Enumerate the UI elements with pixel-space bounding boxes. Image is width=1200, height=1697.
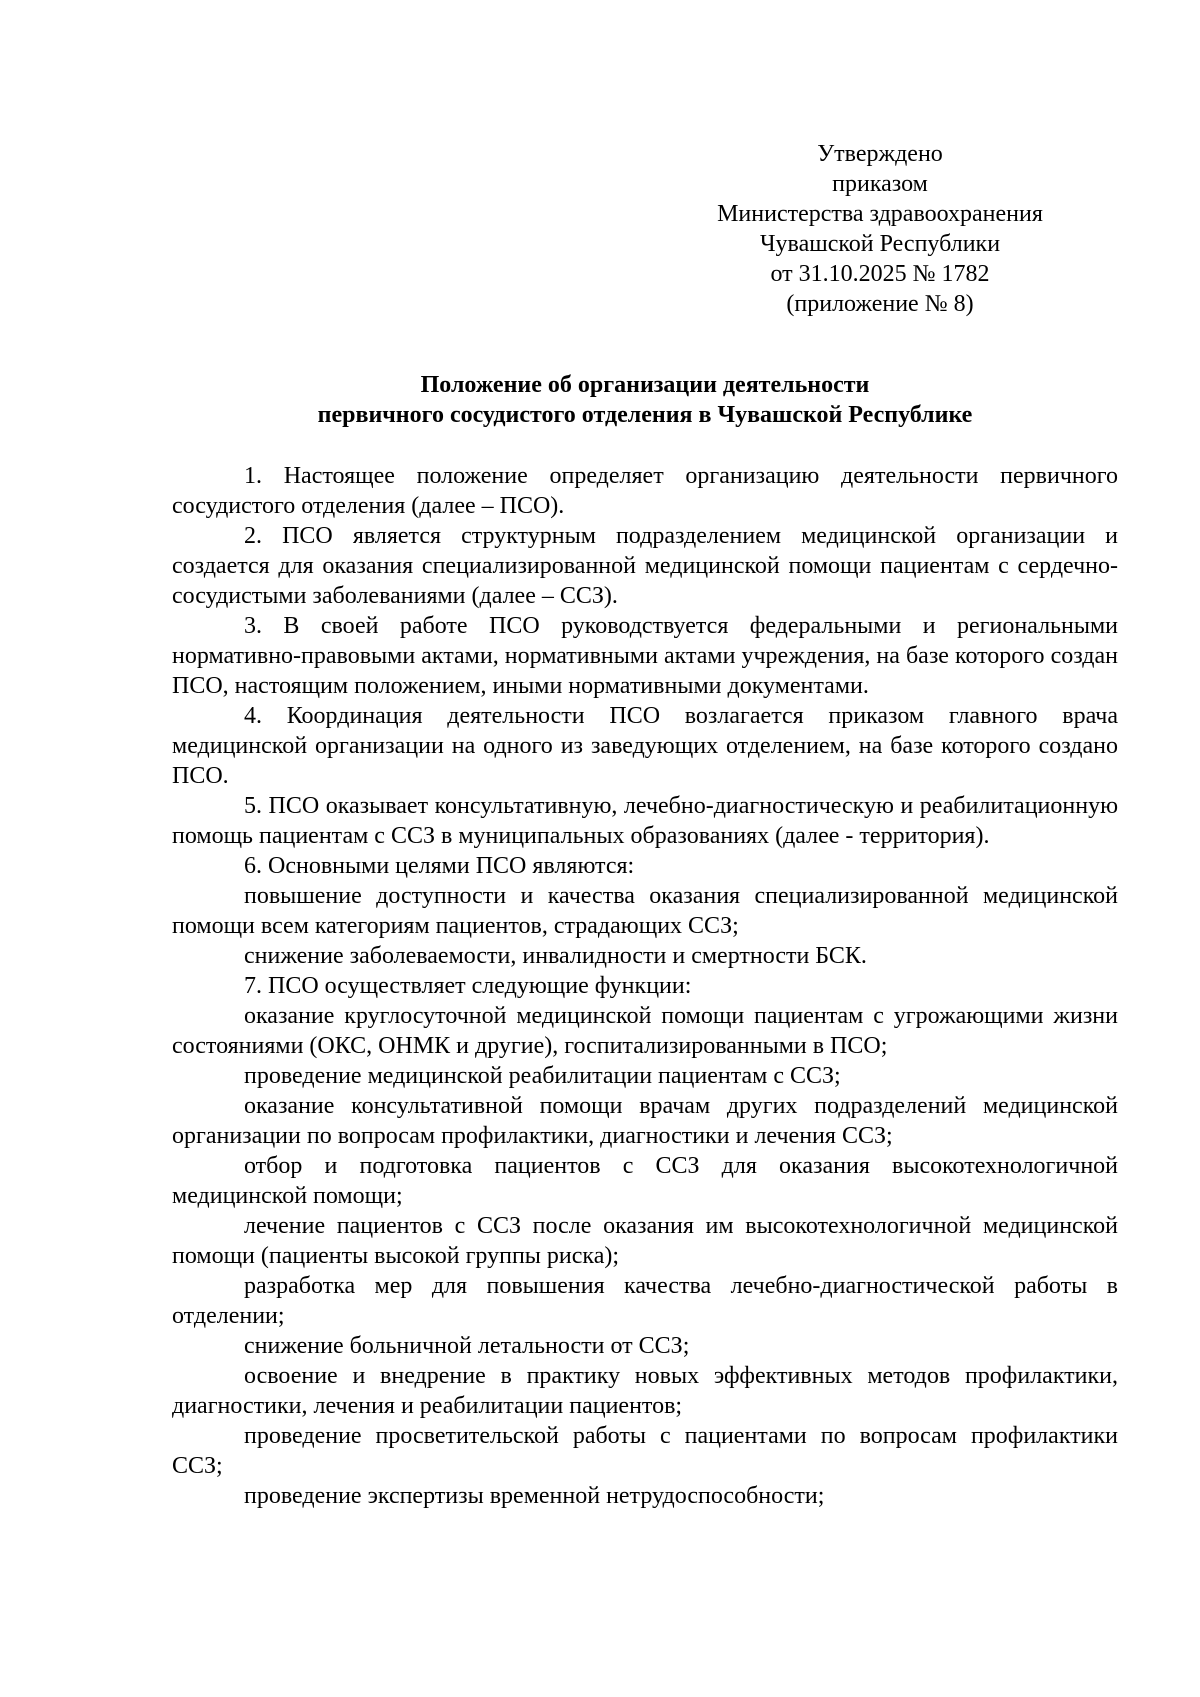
paragraph: 5. ПСО оказывает консультативную, лечебно-диагностическую и реабилитационную помощь пациентам с ССЗ в муниципальных образованиях (далее - территория).	[172, 793, 1118, 849]
list-item: разработка мер для повышения качества лечебно-диагностической работы в отделении;	[172, 1273, 1118, 1329]
list-item: проведение медицинской реабилитации пациентам с ССЗ;	[244, 1063, 841, 1089]
list-item: проведение экспертизы временной нетрудоспособности;	[244, 1483, 825, 1509]
title-line: Положение об организации деятельности	[420, 372, 870, 398]
title-line: первичного сосудистого отделения в Чувашской Республике	[317, 402, 973, 428]
paragraph: 6. Основными целями ПСО являются:	[244, 853, 635, 879]
list-item: оказание консультативной помощи врачам других подразделений медицинской организации по вопросам профилактики, диагностики и лечения ССЗ;	[172, 1093, 1118, 1149]
list-item: лечение пациентов с ССЗ после оказания им высокотехнологичной медицинской помощи (пациенты высокой группы риска);	[172, 1213, 1118, 1269]
list-item: снижение больничной летальности от ССЗ;	[244, 1333, 690, 1359]
list-item: оказание круглосуточной медицинской помощи пациентам с угрожающими жизни состояниями (ОКС, ОНМК и другие), госпитализированными в ПСО;	[172, 1003, 1118, 1059]
paragraph: 7. ПСО осуществляет следующие функции:	[244, 973, 692, 999]
list-item: освоение и внедрение в практику новых эффективных методов профилактики, диагностики, лечения и реабилитации пациентов;	[172, 1363, 1118, 1419]
paragraph: 2. ПСО является структурным подразделением медицинской организации и создается для оказания специализированной медицинской помощи пациентам с сердечно-сосудистыми заболеваниями (далее – ССЗ).	[172, 523, 1118, 609]
paragraph: 1. Настоящее положение определяет организацию деятельности первичного сосудистого отделения (далее – ПСО).	[172, 463, 1118, 519]
approval-line: приказом	[832, 171, 928, 197]
document-body	[172, 461, 1118, 1511]
approval-appendix: (приложение № 8)	[786, 291, 974, 317]
approval-line: Утверждено	[817, 141, 943, 167]
document-title	[172, 370, 1118, 430]
list-item: снижение заболеваемости, инвалидности и смертности БСК.	[244, 943, 867, 969]
list-item: отбор и подготовка пациентов с ССЗ для оказания высокотехнологичной медицинской помощи;	[172, 1153, 1118, 1209]
paragraph: 4. Координация деятельности ПСО возлагается приказом главного врача медицинской организации на одного из заведующих отделением, на базе которого создано ПСО.	[172, 703, 1118, 789]
paragraph: 3. В своей работе ПСО руководствуется федеральными и региональными нормативно-правовыми актами, нормативными актами учреждения, на базе которого создан ПСО, настоящим положением, иными нормативными документами.	[172, 613, 1118, 699]
approval-line: Министерства здравоохранения	[717, 201, 1043, 227]
list-item: повышение доступности и качества оказания специализированной медицинской помощи всем категориям пациентов, страдающих ССЗ;	[172, 883, 1118, 939]
list-item: проведение просветительской работы с пациентами по вопросам профилактики ССЗ;	[172, 1423, 1118, 1479]
approval-line: Чувашской Республики	[759, 231, 1001, 257]
approval-stamp-block	[680, 139, 1080, 319]
approval-order-number: от 31.10.2025 № 1782	[770, 261, 990, 287]
